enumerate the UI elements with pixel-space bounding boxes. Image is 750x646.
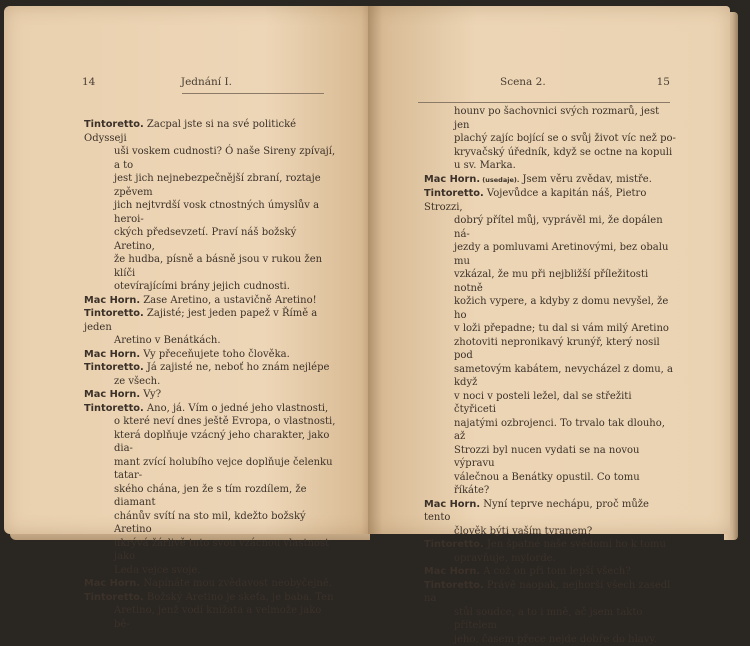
text-line: [424, 214, 676, 241]
text-line: [424, 417, 676, 444]
text-line: [84, 429, 338, 456]
line-text: že hudba, písně a básně jsou v rukou žen klíči: [114, 254, 322, 279]
text-line: [84, 388, 338, 402]
line-text: Právě naopak, nejhorší všech zasedl na: [424, 580, 670, 605]
header-rule: [182, 93, 324, 94]
text-line: [84, 199, 338, 226]
text-line: [84, 564, 338, 578]
line-text: Aretino, jenž vodí knížata a velmože jako bě-: [114, 605, 321, 630]
line-text: Aretino v Benátkách.: [114, 335, 221, 346]
speaker-name: Mac Horn.: [84, 578, 140, 589]
text-line: [424, 146, 676, 160]
text-line: [84, 591, 338, 605]
text-line: [424, 579, 676, 606]
right-page: [368, 6, 730, 534]
text-line: [424, 444, 676, 471]
line-text: Nyní teprve nechápu, proč může tento: [424, 499, 649, 524]
left-page-header: [82, 76, 332, 88]
speaker-name: Tintoretto.: [424, 188, 484, 199]
text-line: [424, 336, 676, 363]
line-text: otevírajícími brány jejich cudnosti.: [114, 281, 290, 292]
stage-direction: (usedaje).: [480, 176, 519, 184]
page-number: 14: [82, 76, 95, 88]
speaker-name: Mac Horn.: [424, 499, 480, 510]
line-text: ského chána, jen že s tím rozdílem, že diamant: [114, 484, 307, 509]
running-title: Scena 2.: [500, 76, 546, 88]
speaker-name: Tintoretto.: [424, 539, 484, 550]
line-text: vzkázal, že mu při nejbližší příležitosti notně: [454, 269, 648, 294]
text-line: [424, 132, 676, 146]
text-line: [84, 361, 338, 375]
line-text: Ano, já. Vím o jedné jeho vlastnosti,: [144, 403, 328, 414]
line-text: ze všech.: [114, 376, 160, 387]
speaker-name: Mac Horn.: [424, 566, 480, 577]
line-text: zhotoviti nepronikavý krunýř, který nosil pod: [454, 337, 660, 362]
line-text: Strozzi byl nucen vydati se na novou výpravu: [454, 445, 639, 470]
left-page: [4, 6, 376, 534]
speaker-name: Tintoretto.: [424, 580, 484, 591]
line-text: sametovým kabátem, nevycházel z domu, a když: [454, 364, 673, 389]
text-line: [84, 604, 338, 631]
line-text: stůl soudce, a to i mně, ač jsem takto přítelem: [454, 607, 642, 632]
text-line: [84, 537, 338, 564]
speaker-name: Mac Horn.: [424, 174, 480, 185]
text-line: [424, 173, 676, 188]
line-text: dobrý přítel můj, vyprávěl mi, že dopálen ná-: [454, 215, 663, 240]
line-text: Leda vejce svoje.: [114, 565, 200, 576]
text-line: [84, 483, 338, 510]
speaker-name: Mac Horn.: [84, 295, 140, 306]
line-text: mant zvící holubího vejce doplňuje čelenku tatar-: [114, 457, 333, 482]
line-text: u sv. Marka.: [454, 160, 516, 171]
text-line: [84, 510, 338, 537]
left-page-text: [84, 118, 338, 631]
text-line: [84, 577, 338, 591]
text-line: [424, 363, 676, 390]
running-title: Jednání I.: [181, 76, 232, 88]
line-text: Vy přeceňujete toho člověka.: [140, 349, 290, 360]
speaker-name: Tintoretto.: [84, 592, 144, 603]
header-rule: [418, 102, 670, 103]
text-line: [424, 159, 676, 173]
line-text: o které neví dnes ještě Evropa, o vlastnosti,: [114, 416, 335, 427]
text-line: [424, 633, 676, 646]
line-text: Vojevůdce a kapitán náš, Pietro Strozzi,: [424, 188, 646, 213]
text-line: [84, 307, 338, 334]
line-text: válečnou a Benátky opustil. Co tomu říkáte?: [454, 472, 640, 497]
text-line: [424, 105, 676, 132]
text-line: [84, 348, 338, 362]
line-text: plachý zajíc bojící se o svůj život víc než po-: [454, 133, 676, 144]
text-line: [424, 390, 676, 417]
speaker-name: Tintoretto.: [84, 308, 144, 319]
speaker-name: Tintoretto.: [84, 362, 144, 373]
text-line: [424, 606, 676, 633]
text-line: [84, 375, 338, 389]
text-line: [84, 118, 338, 145]
text-line: [84, 253, 338, 280]
text-line: [84, 226, 338, 253]
open-book: [4, 6, 744, 544]
line-text: Já zajisté ne, neboť ho znám nejlépe: [144, 362, 330, 373]
line-text: v noci v posteli ležel, dal se střežiti čtyřiceti: [454, 391, 632, 416]
speaker-name: Mac Horn.: [84, 389, 140, 400]
line-text: opravňuje, mylorde.: [454, 553, 556, 564]
line-text: chánův svítí na sto mil, kdežto božský Aretino: [114, 511, 306, 536]
line-text: která doplňuje vzácný jeho charakter, jako dia-: [114, 430, 329, 455]
line-text: jich nejtvrdší vosk ctnostných úmyslův a heroi-: [114, 200, 319, 225]
text-line: [424, 241, 676, 268]
line-text: Zacpal jste si na své politické Odysseji: [84, 119, 296, 144]
line-text: A což on při tom lepší všech?: [480, 566, 631, 577]
text-line: [424, 525, 676, 539]
text-line: [84, 280, 338, 294]
text-line: [424, 498, 676, 525]
line-text: najatými ozbrojenci. To trvalo tak dlouho, až: [454, 418, 665, 443]
line-text: kožich vypere, a kdyby z domu nevyšel, že ho: [454, 296, 668, 321]
right-page-header: [500, 76, 670, 88]
line-text: uši voskem cudnosti? Ó naše Sireny zpívají, a to: [114, 146, 335, 171]
line-text: ukrývá žárlivě tuto svou vzácnou vlastnost jako: [114, 538, 329, 563]
line-text: Zajisté; jest jeden papež v Římě a jeden: [84, 308, 317, 333]
text-line: [84, 172, 338, 199]
text-line: [84, 456, 338, 483]
line-text: jezdy a pomluvami Aretinovými, bez obalu mu: [454, 242, 668, 267]
line-text: jeho, časem přece nejde dobře do hlavy.: [454, 634, 657, 645]
speaker-name: Tintoretto.: [84, 403, 144, 414]
line-text: Napínáte mou zvědavost neobyčejně.: [140, 578, 332, 589]
text-line: [84, 294, 338, 308]
text-line: [84, 402, 338, 416]
text-line: [424, 322, 676, 336]
text-line: [424, 538, 676, 552]
speaker-name: Mac Horn.: [84, 349, 140, 360]
speaker-name: Tintoretto.: [84, 119, 144, 130]
text-line: [84, 334, 338, 348]
line-text: ckých předsevzetí. Praví náš božský Aretino,: [114, 227, 296, 252]
line-text: Vy?: [140, 389, 161, 400]
text-line: [84, 145, 338, 172]
line-text: Jen špatné naše svědomí ho k tomu: [484, 539, 666, 550]
text-line: [84, 415, 338, 429]
text-line: [424, 552, 676, 566]
line-text: člověk býti vaším tyranem?: [454, 526, 592, 537]
text-line: [424, 565, 676, 579]
line-text: jest jich nejnebezpečnější zbraní, roztaje zpěvem: [114, 173, 321, 198]
line-text: hounv po šachovnici svých rozmarů, jest jen: [454, 106, 659, 131]
line-text: Zase Aretino, a ustavičně Aretino!: [140, 295, 317, 306]
text-line: [424, 187, 676, 214]
text-line: [424, 295, 676, 322]
line-text: Božský Aretino je skeťa, je baba. Ten: [144, 592, 334, 603]
line-text: Jsem věru zvědav, mistře.: [519, 174, 652, 185]
right-page-text: [424, 105, 676, 646]
line-text: v loži přepadne; tu dal si vám milý Aretino: [454, 323, 669, 334]
line-text: kryvačský úředník, když se octne na kopuli: [454, 147, 672, 158]
text-line: [424, 471, 676, 498]
text-line: [424, 268, 676, 295]
page-number: 15: [657, 76, 670, 88]
